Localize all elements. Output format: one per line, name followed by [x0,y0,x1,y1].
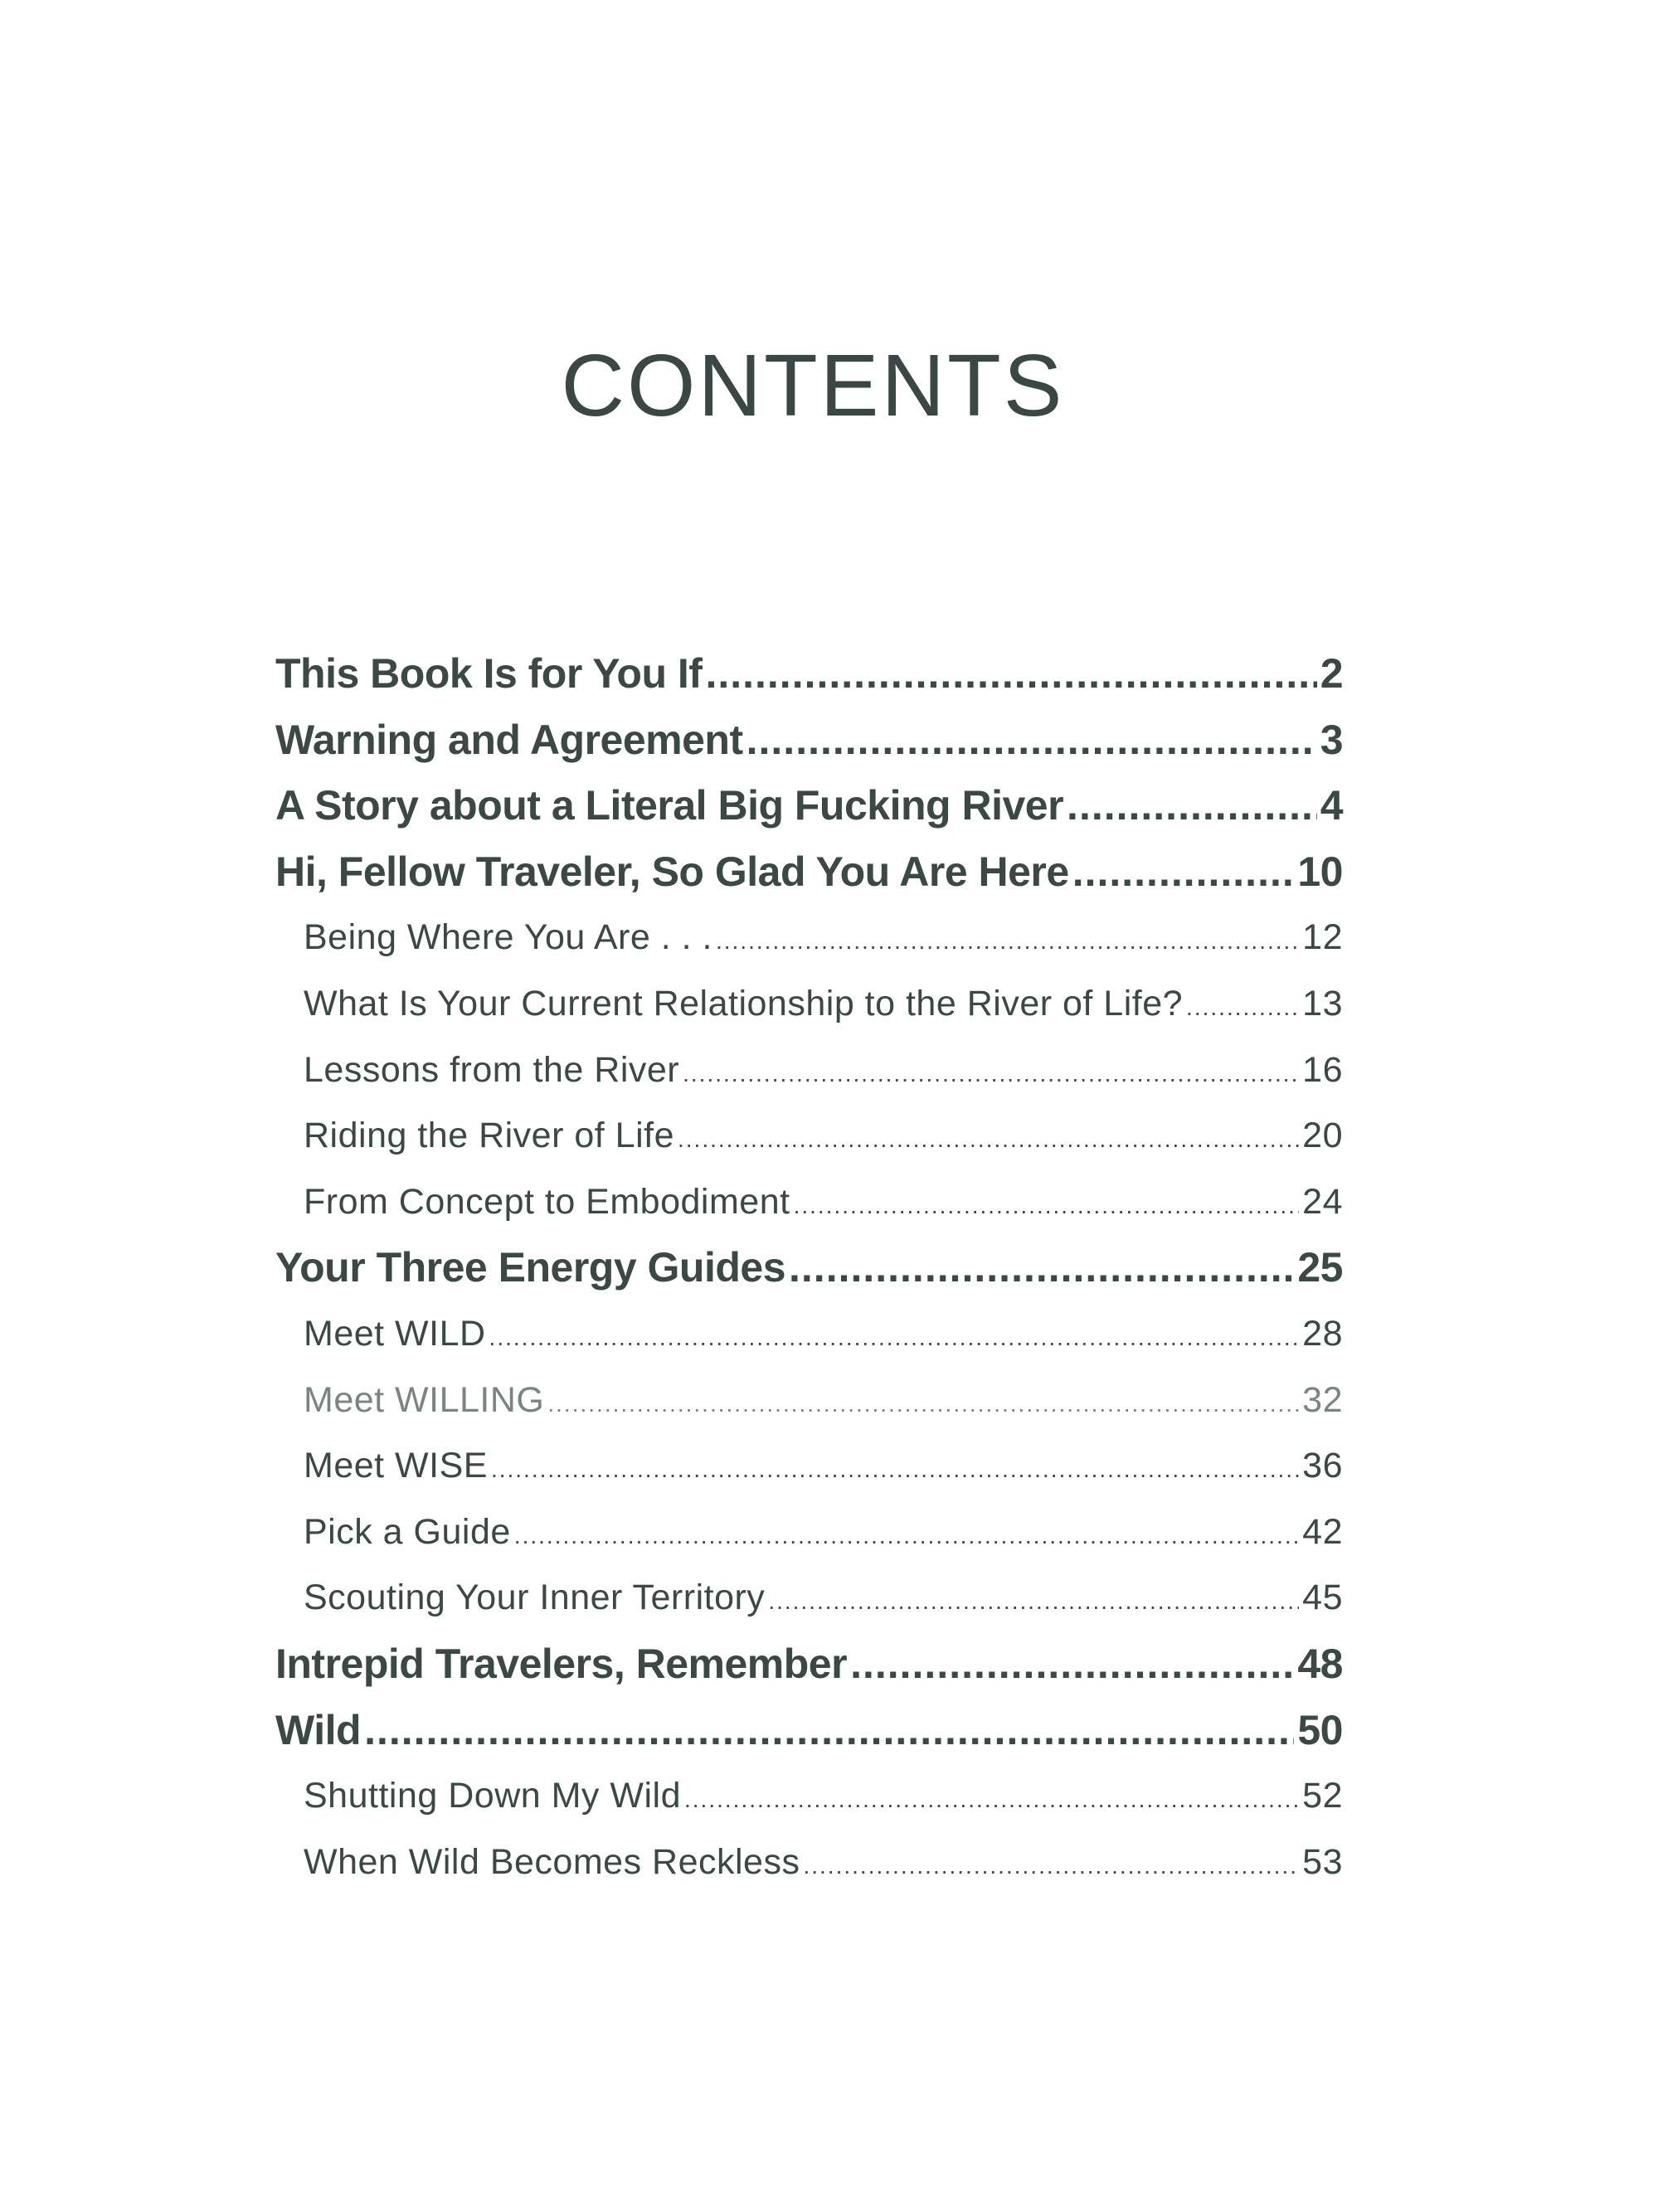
toc-section-entry [275,1368,1343,1434]
entry-page-number: 4 [1320,782,1343,829]
entry-page-number: 48 [1297,1640,1343,1687]
entry-title: Lessons from the River [304,1049,680,1090]
entry-page-number: 36 [1302,1446,1343,1486]
toc-section-entry [275,1301,1343,1368]
dot-leader [789,1235,1294,1301]
toc-chapter-entry [275,1631,1343,1698]
dot-leader [705,641,1316,707]
toc-section-entry [275,1500,1343,1566]
entry-page-number: 25 [1297,1244,1343,1291]
entry-page-number: 52 [1302,1776,1343,1816]
dot-leader [364,1698,1294,1764]
entry-title: When Wild Becomes Reckless [304,1841,800,1882]
dot-leader [491,1437,1299,1503]
toc-chapter-entry [275,839,1343,906]
dot-leader [850,1631,1294,1698]
dot-leader [1072,839,1295,906]
toc-section-entry [275,1565,1343,1631]
entry-title: Shutting Down My Wild [304,1776,681,1816]
entry-page-number: 10 [1297,848,1343,895]
entry-page-number: 16 [1302,1049,1343,1090]
entry-page-number: 2 [1320,650,1343,697]
dot-leader [768,1568,1299,1635]
dot-leader [746,707,1317,774]
dot-leader [794,1173,1300,1239]
entry-title: A Story about a Literal Big Fucking River [275,782,1064,829]
entry-title: What Is Your Current Relationship to the River of Life? [304,983,1184,1023]
entry-title: Being Where You Are . . . [304,917,712,958]
toc-section-entry [275,1433,1343,1500]
toc-section-entry [275,1169,1343,1236]
entry-page-number: 42 [1302,1511,1343,1552]
entry-page-number: 20 [1302,1116,1343,1156]
dot-leader [1186,975,1299,1041]
entry-title: Meet WILD [304,1313,486,1354]
toc-section-entry [275,1103,1343,1169]
dot-leader [547,1371,1299,1437]
entry-title: Riding the River of Life [304,1116,674,1156]
entry-title: Wild [275,1706,362,1753]
dot-leader [684,1767,1299,1833]
dot-leader [1067,773,1317,839]
toc-section-entry [275,1830,1343,1896]
entry-title: Warning and Agreement [275,716,743,763]
toc-chapter-entry [275,641,1343,707]
entry-title: Scouting Your Inner Territory [304,1578,766,1618]
toc-section-entry [275,971,1343,1038]
dot-leader [514,1503,1299,1569]
table-of-contents [275,641,1343,1895]
entry-page-number: 12 [1302,917,1343,958]
dot-leader [803,1833,1299,1899]
entry-title: This Book Is for You If [275,650,703,697]
entry-page-number: 13 [1302,983,1343,1023]
entry-page-number: 53 [1302,1841,1343,1882]
entry-title: Meet WILLING [304,1379,545,1420]
toc-section-entry [275,1038,1343,1104]
entry-page-number: 28 [1302,1313,1343,1354]
entry-title: Intrepid Travelers, Remember [275,1640,848,1687]
toc-chapter-entry [275,707,1343,774]
entry-title: Your Three Energy Guides [275,1244,786,1291]
entry-title: Pick a Guide [304,1511,511,1552]
entry-page-number: 24 [1302,1181,1343,1222]
entry-title: From Concept to Embodiment [304,1181,790,1222]
dot-leader [489,1305,1300,1371]
toc-section-entry [275,1763,1343,1830]
entry-title: Hi, Fellow Traveler, So Glad You Are Here [275,848,1069,895]
toc-section-entry [275,905,1343,971]
dot-leader [683,1041,1299,1107]
toc-chapter-entry [275,773,1343,839]
entry-page-number: 3 [1320,716,1343,763]
page-title: CONTENTS [561,337,1065,435]
dot-leader [678,1106,1299,1173]
entry-page-number: 45 [1302,1578,1343,1618]
toc-chapter-entry [275,1698,1343,1764]
entry-page-number: 50 [1297,1706,1343,1753]
dot-leader [716,908,1299,975]
entry-title: Meet WISE [304,1446,488,1486]
entry-page-number: 32 [1302,1379,1343,1420]
toc-chapter-entry [275,1235,1343,1301]
